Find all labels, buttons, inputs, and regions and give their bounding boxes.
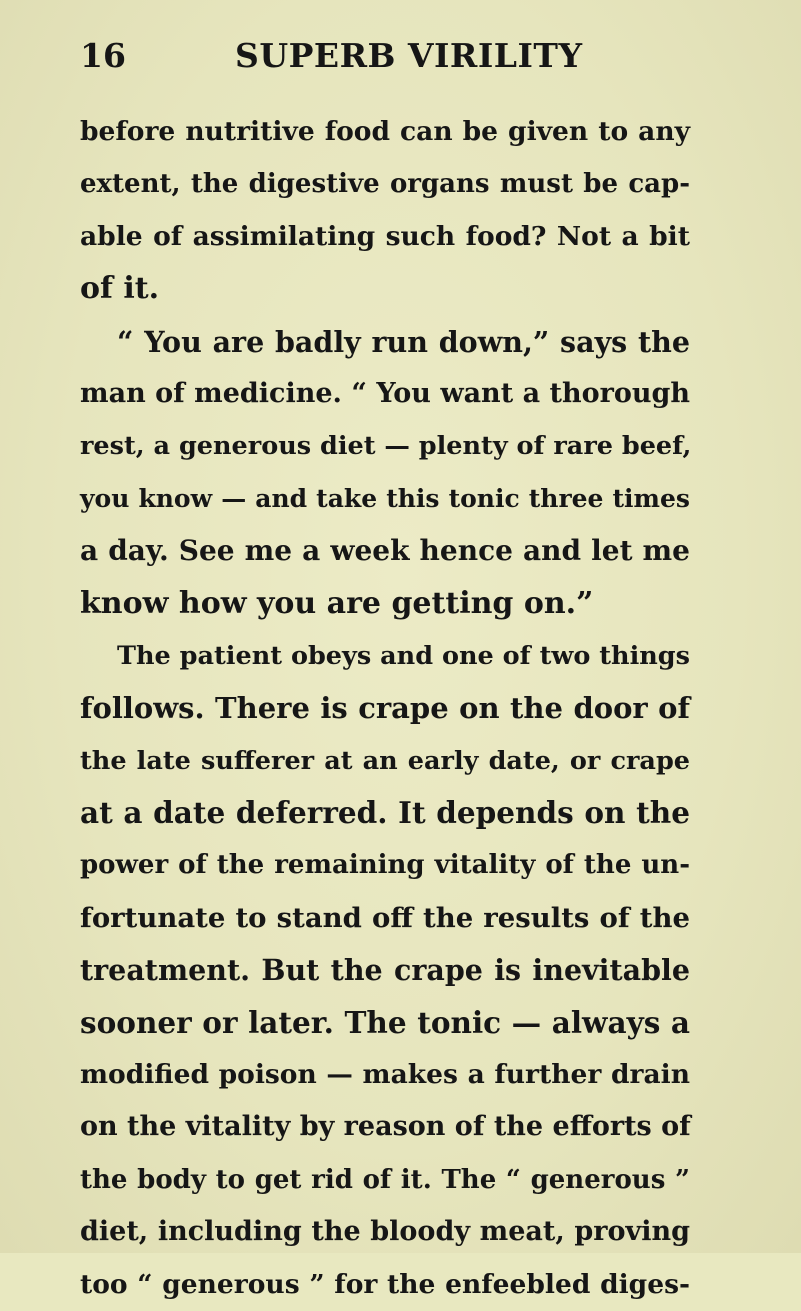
text-line: of it.: [80, 271, 160, 307]
text-line: fortunate to stand off the results of the: [80, 901, 690, 934]
text-line: “ You are badly run down,” says the: [117, 324, 690, 359]
page-header: [80, 34, 740, 78]
text-line: treatment. But the crape is inevitable: [80, 953, 690, 988]
text-line: man of medicine. “ You want a thorough: [80, 377, 690, 409]
text-line: sooner or later. The tonic — always a: [80, 1004, 690, 1040]
text-line: before nutritive food can be given to any: [80, 116, 690, 147]
text-line: modified poison — makes a further drain: [80, 1059, 690, 1091]
text-line: follows. There is crape on the door of: [80, 691, 690, 726]
text-line: on the vitality by reason of the efforts of: [80, 1111, 691, 1143]
text-line: rest, a generous diet — plenty of rare beef,: [80, 431, 692, 462]
text-line: a day. See me a week hence and let me: [80, 534, 690, 568]
text-line: The patient obeys and one of two things: [117, 640, 690, 671]
text-line: the body to get rid of it. The “ generous ”: [80, 1164, 690, 1195]
body-text: [80, 106, 690, 1311]
text-line: diet, including the bloody meat, proving: [80, 1216, 690, 1248]
page-number: 16: [80, 36, 126, 75]
text-line: you know — and take this tonic three times: [80, 483, 690, 513]
text-line: too “ generous ” for the enfeebled diges-: [80, 1268, 690, 1300]
running-head: SUPERB VIRILITY: [235, 36, 583, 75]
text-line: know how you are getting on.”: [80, 585, 594, 621]
text-line: able of assimilating such food? Not a bit: [80, 220, 690, 252]
text-line: extent, the digestive organs must be cap-: [80, 169, 690, 200]
text-line: at a date deferred. It depends on the: [80, 795, 690, 831]
text-line: power of the remaining vitality of the un-: [80, 850, 690, 881]
text-line: the late sufferer at an early date, or crape: [80, 745, 690, 776]
